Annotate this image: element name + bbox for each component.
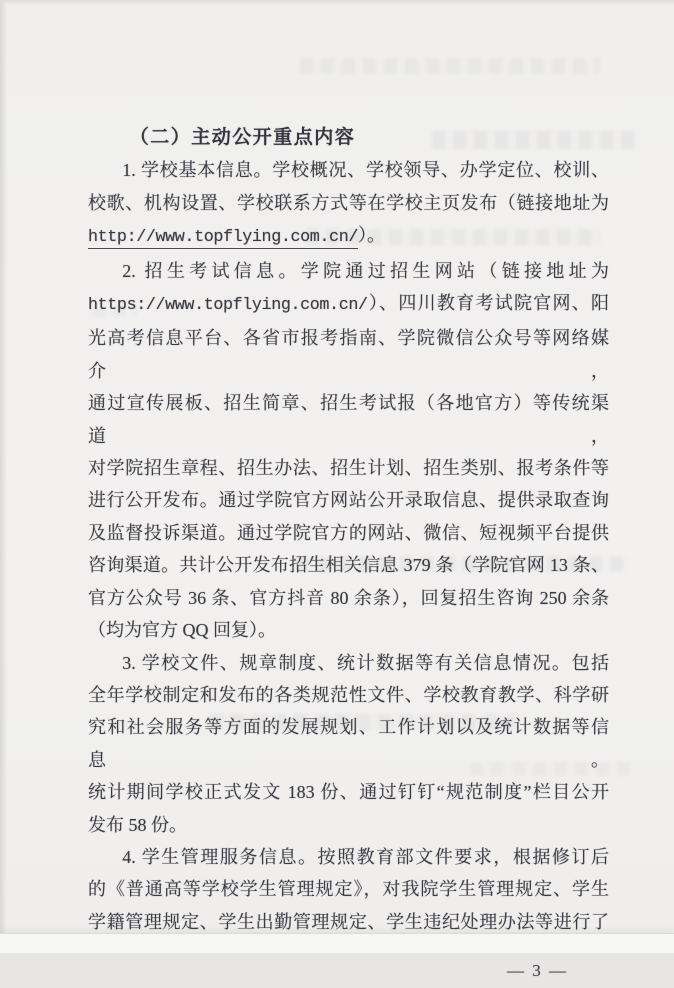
text-line: [88, 549, 609, 581]
text-segment: 究和社会服务等方面的发展规划、工作计划以及统计数据等信息。: [88, 717, 609, 770]
paper-bottom-edge: [0, 933, 674, 953]
text-line: [88, 219, 609, 254]
text-segment: 通过宣传展板、招生简章、招生考试报（各地官方）等传统渠道，: [88, 393, 609, 446]
link-url-text: http://www.topflying.com.cn/: [88, 228, 358, 248]
text-segment: 统计期间学校正式发文 183 份、通过钉钉“规范制度”栏目公开: [88, 782, 609, 803]
text-line: [88, 841, 609, 873]
text-line: [88, 809, 609, 841]
text-segment: 4. 学生管理服务信息。按照教育部文件要求，根据修订后: [122, 846, 609, 867]
text-segment: （均为官方 QQ 回复）。: [88, 620, 276, 641]
text-segment: 对学院招生章程、招生办法、招生计划、招生类别、报考条件等: [88, 458, 609, 479]
text-line: [88, 255, 609, 287]
text-line: [88, 387, 609, 452]
text-line: [88, 322, 609, 387]
paragraph-4: [88, 841, 609, 938]
text-segment: ）、四川教育考试院官网、阳: [367, 293, 609, 314]
text-segment: 学籍管理规定、学生出勤管理规定、学生违纪处理办法等进行了: [88, 911, 609, 932]
bleed-through-artifact: [300, 58, 600, 74]
document-body: [88, 154, 609, 938]
text-line: [88, 287, 609, 322]
text-line: [88, 187, 609, 219]
paragraph-1: [88, 154, 609, 254]
page-number: — 3 —: [507, 961, 568, 981]
text-line: [88, 517, 609, 549]
text-line: [88, 154, 609, 186]
text-segment: 光高考信息平台、各省市报考指南、学院微信公众号等网络媒介，: [88, 328, 609, 381]
text-segment: 3. 学校文件、规章制度、统计数据等有关信息情况。包括: [122, 652, 609, 673]
text-segment: 官方公众号 36 条、官方抖音 80 余条），回复招生咨询 250 余条: [88, 587, 609, 608]
text-segment: 校歌、机构设置、学校联系方式等在学校主页发布（链接地址为: [88, 192, 609, 213]
text-line: [88, 452, 609, 484]
scan-edge-left: [0, 0, 7, 953]
scan-edge-top: [0, 0, 674, 5]
text-line: [88, 647, 609, 679]
text-segment: 的《普通高等学校学生管理规定》，对我院学生管理规定、学生: [88, 879, 609, 900]
text-line: [88, 776, 609, 808]
text-segment: 2. 招生考试信息。学院通过招生网站（链接地址为: [122, 260, 609, 281]
section-heading: （二）主动公开重点内容: [129, 127, 356, 148]
text-line: [88, 679, 609, 711]
text-segment: 发布 58 份。: [88, 814, 187, 835]
text-line: [88, 582, 609, 614]
text-segment: 及监督投诉渠道。通过学院官方的网站、微信、短视频平台提供: [88, 522, 609, 543]
text-segment: 咨询渠道。共计公开发布招生相关信息 379 条（学院官网 13 条、: [88, 555, 609, 576]
paragraph-2: [88, 255, 609, 647]
text-segment: ）。: [357, 225, 385, 246]
url-text: https://www.topflying.com.cn/: [88, 296, 368, 316]
text-segment: 全年学校制定和发布的各类规范性文件、学校教育教学、科学研: [88, 684, 609, 705]
paragraph-3: [88, 647, 609, 841]
text-line: [88, 711, 609, 776]
text-segment: 进行公开发布。通过学院官方网站公开录取信息、提供录取查询: [88, 490, 609, 511]
text-line: [88, 873, 609, 905]
text-segment: 1. 学校基本信息。学校概况、学校领导、办学定位、校训、: [122, 160, 609, 181]
document-content: [88, 122, 609, 988]
text-line: [88, 484, 609, 516]
text-line: [88, 614, 609, 646]
